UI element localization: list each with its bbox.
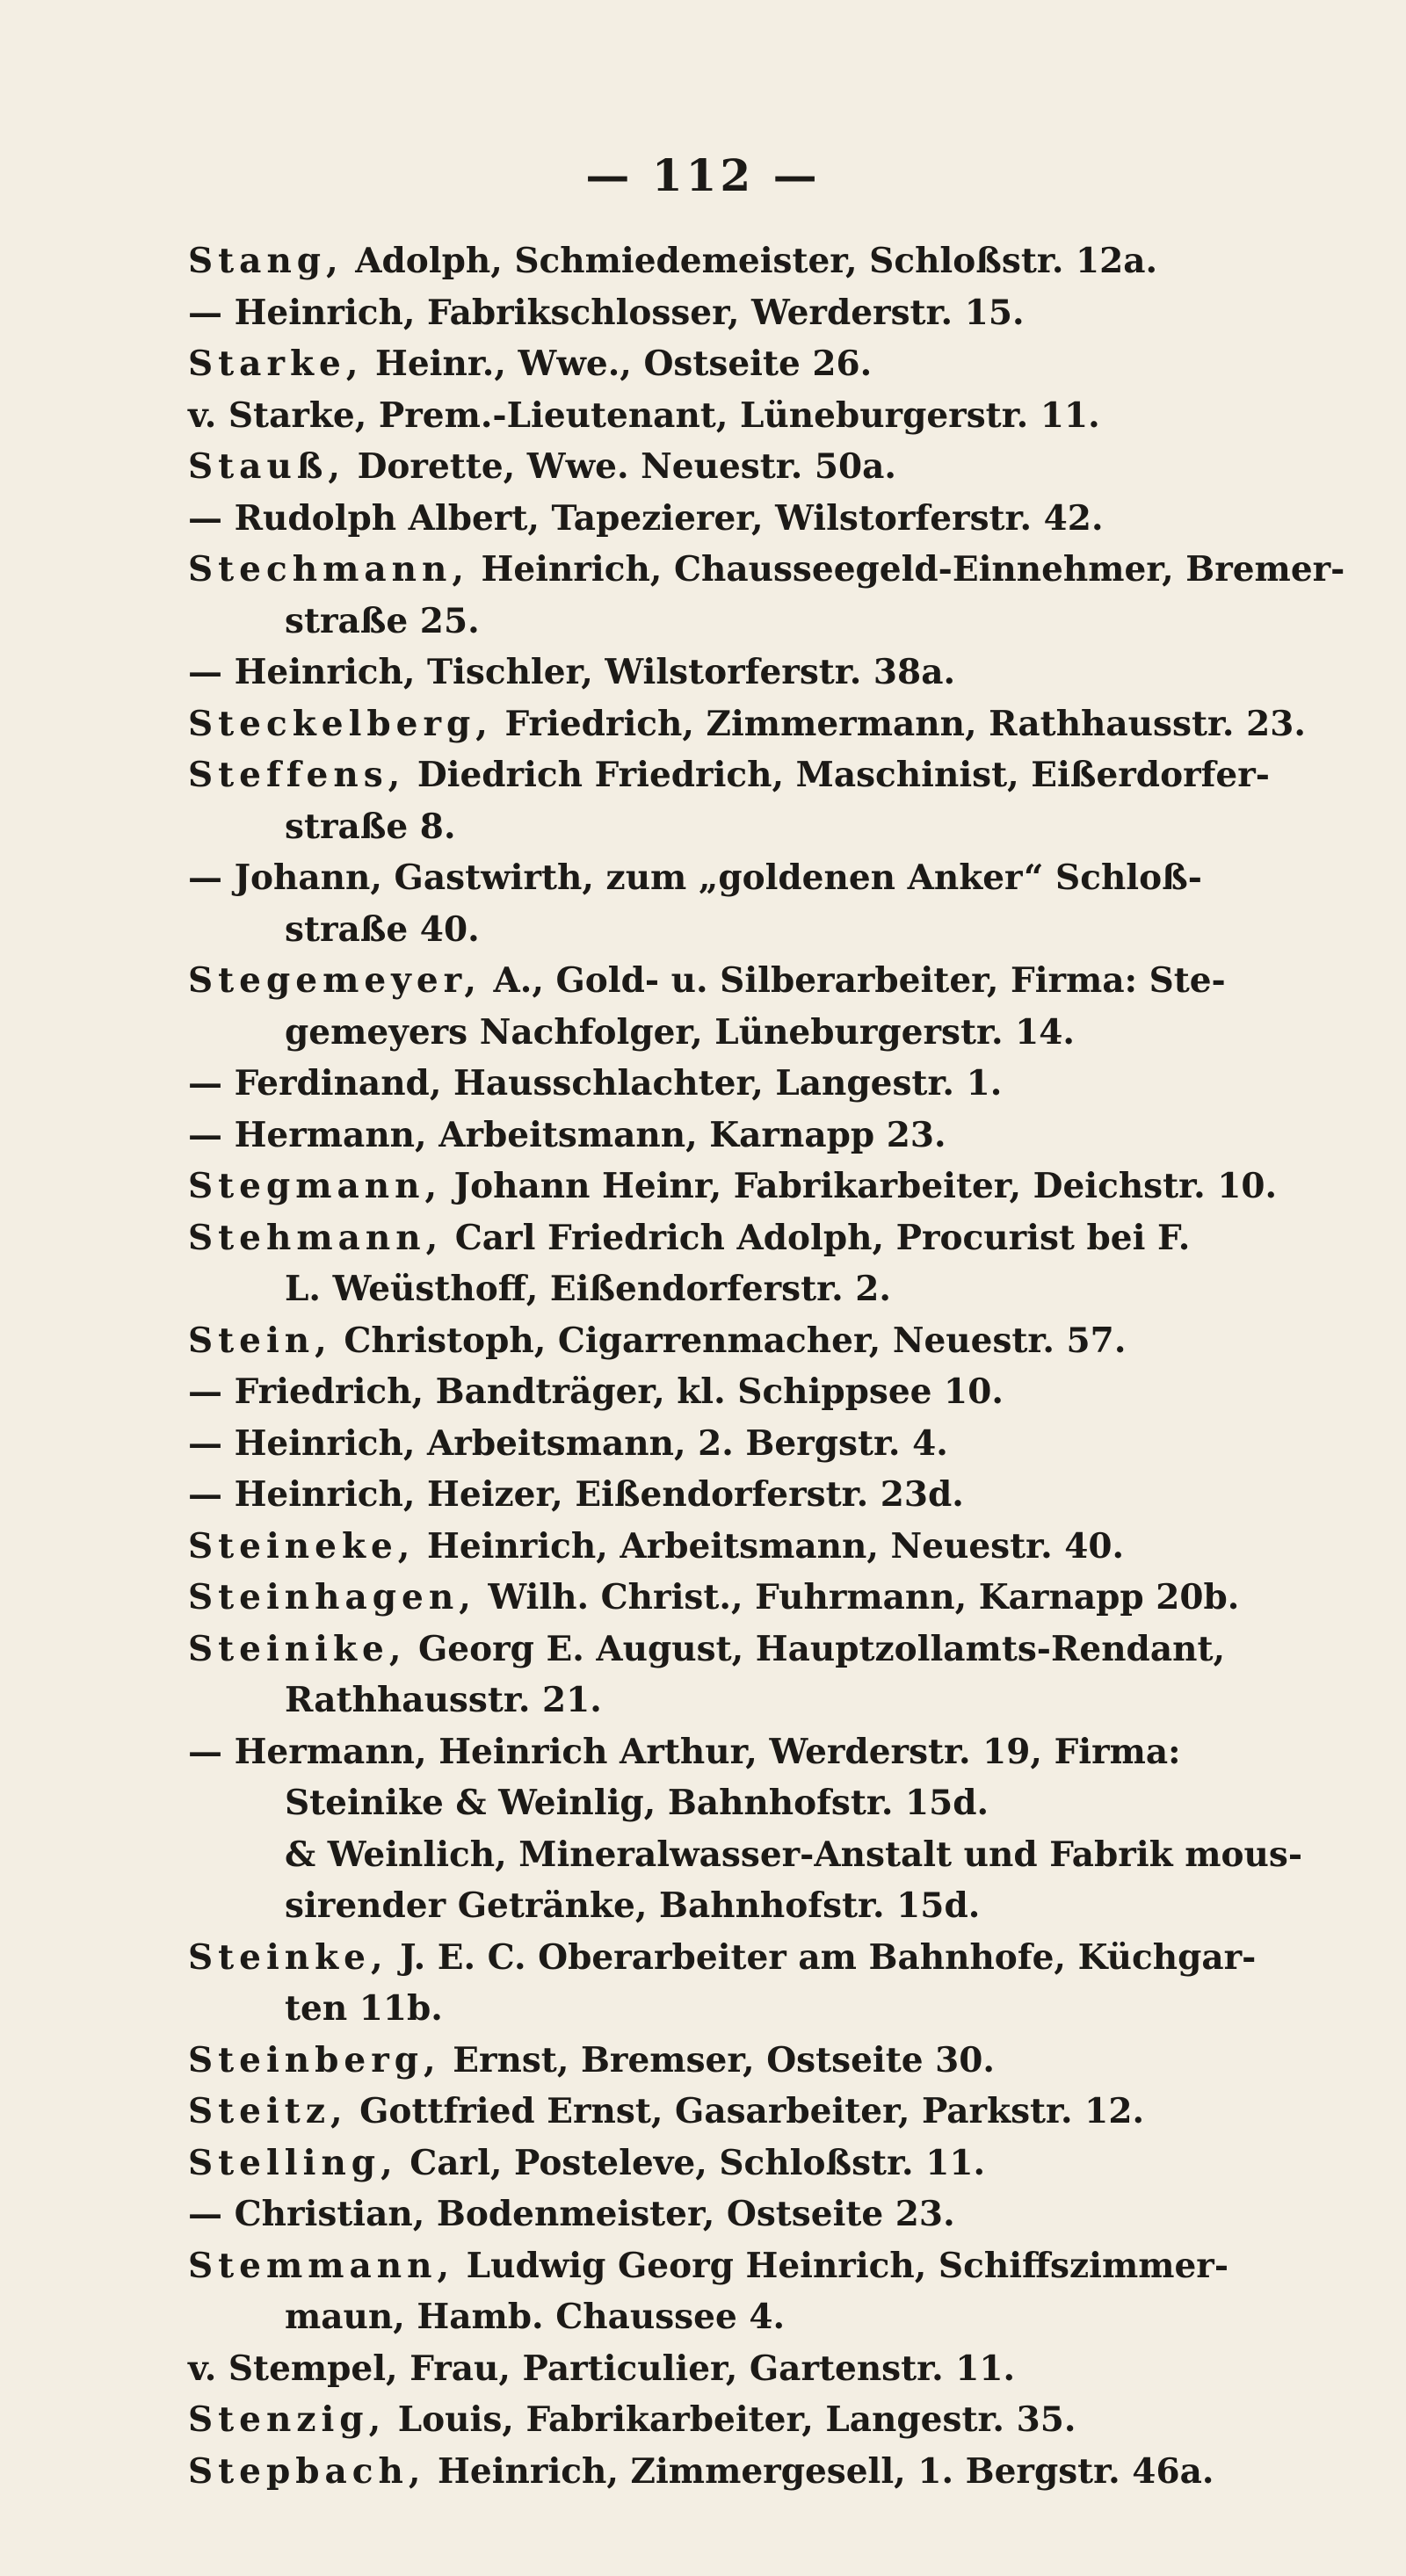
entry-details: Christoph, Cigarrenmacher, Neuestr. 57. xyxy=(331,1320,1127,1361)
entry-details: Adolph, Schmiedemeister, Schloßstr. 12a. xyxy=(343,241,1158,281)
entry-details: — Friedrich, Bandträger, kl. Schippsee 10. xyxy=(188,1371,1004,1412)
entry-details: L. Weüsthoff, Eißendorferstr. 2. xyxy=(285,1269,891,1309)
entry-details: Gottfried Ernst, Gasarbeiter, Parkstr. 12. xyxy=(347,2091,1145,2131)
entry-surname: Stelling, xyxy=(188,2142,398,2183)
directory-line xyxy=(188,1521,1322,1573)
entry-details: — Hermann, Heinrich Arthur, Werderstr. 19, Firma: xyxy=(188,1731,1181,1772)
directory-line xyxy=(188,1829,1322,1881)
directory-line xyxy=(188,2086,1322,2138)
entry-surname: Stegemeyer, xyxy=(188,960,482,1001)
entry-details: straße 40. xyxy=(285,908,480,950)
entry-surname: Stehmann, xyxy=(188,1217,444,1258)
entry-details: ten 11b. xyxy=(285,1988,443,2029)
directory-entries xyxy=(188,235,1345,2497)
entry-details: Heinr., Wwe., Ostseite 26. xyxy=(363,344,873,384)
entry-details: J. E. C. Oberarbeiter am Bahnhofe, Küchgar- xyxy=(388,1936,1257,1978)
entry-details: — Johann, Gastwirth, zum „goldenen Anker“ Schloß- xyxy=(188,857,1202,898)
directory-line xyxy=(188,749,1322,801)
directory-line xyxy=(188,1469,1322,1521)
entry-details: Carl, Posteleve, Schloßstr. 11. xyxy=(397,2142,986,2183)
directory-line xyxy=(188,1418,1322,1470)
directory-line xyxy=(188,1572,1322,1624)
entry-details: Carl Friedrich Adolph, Procurist bei F. xyxy=(443,1217,1191,1258)
directory-line xyxy=(188,1366,1322,1418)
directory-line xyxy=(188,1161,1322,1212)
directory-line xyxy=(188,698,1322,750)
directory-line xyxy=(188,2291,1322,2343)
entry-details: Heinrich, Zimmergesell, 1. Bergstr. 46a. xyxy=(425,2450,1214,2492)
directory-line xyxy=(188,1212,1322,1264)
directory-line xyxy=(188,2394,1322,2446)
directory-line xyxy=(188,2035,1322,2087)
entry-details: & Weinlich, Mineralwasser-Anstalt und Fabrik mous- xyxy=(285,1834,1303,1875)
entry-surname: Steffens, xyxy=(188,755,406,795)
directory-line xyxy=(188,1263,1322,1315)
entry-surname: Steckelberg, xyxy=(188,703,493,744)
directory-line xyxy=(188,801,1322,853)
entry-details: Dorette, Wwe. Neuestr. 50a. xyxy=(345,446,896,487)
directory-line xyxy=(188,1675,1322,1726)
directory-line xyxy=(188,390,1322,442)
entry-details: Wilh. Christ., Fuhrmann, Karnapp 20b. xyxy=(475,1577,1240,1617)
entry-details: gemeyers Nachfolger, Lüneburgerstr. 14. xyxy=(285,1011,1075,1053)
entry-details: Friedrich, Zimmermann, Rathhausstr. 23. xyxy=(492,703,1306,744)
directory-line xyxy=(188,544,1345,596)
directory-line xyxy=(188,1726,1322,1778)
directory-line xyxy=(188,493,1322,545)
entry-details: Georg E. August, Hauptzollamts-Rendant, xyxy=(406,1628,1226,1669)
entry-details: Heinrich, Arbeitsmann, Neuestr. 40. xyxy=(415,1525,1125,1567)
entry-details: straße 25. xyxy=(285,600,480,641)
entry-surname: Steinhagen, xyxy=(188,1577,476,1617)
entry-details: Diedrich Friedrich, Maschinist, Eißerdorfer- xyxy=(405,755,1270,795)
entry-details: — Christian, Bodenmeister, Ostseite 23. xyxy=(188,2194,955,2234)
entry-details: Johann Heinr, Fabrikarbeiter, Deichstr. 10. xyxy=(442,1166,1278,1206)
page-number: — 112 — xyxy=(585,149,821,201)
entry-details: — Heinrich, Fabrikschlosser, Werderstr. 15. xyxy=(188,292,1025,333)
entry-surname: Starke, xyxy=(188,344,364,384)
entry-details: Ludwig Georg Heinrich, Schiffszimmer- xyxy=(454,2245,1229,2286)
directory-line xyxy=(188,1315,1322,1367)
entry-details: Louis, Fabrikarbeiter, Langestr. 35. xyxy=(386,2399,1076,2440)
entry-surname: Stauß, xyxy=(188,446,346,487)
directory-line xyxy=(188,1624,1322,1675)
entry-details: straße 8. xyxy=(285,806,456,847)
directory-line xyxy=(188,904,1322,956)
entry-surname: Stegmann, xyxy=(188,1166,443,1206)
entry-details: Steinike & Weinlig, Bahnhofstr. 15d. xyxy=(285,1783,989,1823)
entry-surname: Stang, xyxy=(188,241,344,281)
directory-line xyxy=(188,2343,1322,2395)
entry-surname: Steinberg, xyxy=(188,2039,441,2080)
entry-surname: Steinke, xyxy=(188,1936,388,1978)
entry-details: — Rudolph Albert, Tapezierer, Wilstorferstr. 42. xyxy=(188,497,1104,539)
directory-line xyxy=(188,441,1322,493)
entry-details: Rathhausstr. 21. xyxy=(285,1680,602,1720)
directory-line xyxy=(188,235,1322,287)
directory-line xyxy=(188,1983,1322,2035)
directory-line xyxy=(188,2240,1322,2292)
entry-details: A., Gold- u. Silberarbeiter, Firma: Ste- xyxy=(481,960,1226,1001)
directory-line xyxy=(188,1110,1322,1161)
entry-details: maun, Hamb. Chaussee 4. xyxy=(285,2297,786,2337)
directory-line xyxy=(188,2138,1322,2189)
entry-details: v. Stempel, Frau, Particulier, Gartenstr. 11. xyxy=(188,2348,1016,2389)
directory-line xyxy=(188,1777,1322,1829)
directory-line xyxy=(188,1007,1322,1059)
entry-surname: Stenzig, xyxy=(188,2399,387,2440)
entry-surname: Stepbach, xyxy=(188,2450,426,2492)
directory-line xyxy=(188,955,1322,1007)
entry-surname: Stechmann, xyxy=(188,549,469,590)
directory-line xyxy=(188,647,1322,698)
entry-details: — Hermann, Arbeitsmann, Karnapp 23. xyxy=(188,1114,946,1155)
entry-surname: Steineke, xyxy=(188,1525,416,1567)
entry-details: sirender Getränke, Bahnhofstr. 15d. xyxy=(285,1885,981,1926)
directory-line xyxy=(188,852,1322,904)
entry-details: — Heinrich, Tischler, Wilstorferstr. 38a. xyxy=(188,652,956,692)
directory-line xyxy=(188,287,1322,339)
entry-details: — Ferdinand, Hausschlachter, Langestr. 1. xyxy=(188,1063,1003,1103)
entry-surname: Stein, xyxy=(188,1320,332,1361)
entry-details: v. Starke, Prem.-Lieutenant, Lüneburgerstr. 11. xyxy=(188,394,1100,436)
entry-details: Ernst, Bremser, Ostseite 30. xyxy=(440,2039,995,2080)
directory-line xyxy=(188,2446,1322,2498)
directory-line xyxy=(188,1058,1322,1110)
directory-line xyxy=(188,1880,1322,1932)
directory-line xyxy=(188,596,1322,648)
entry-surname: Stemmann, xyxy=(188,2245,455,2286)
entry-details: Heinrich, Chausseegeld-Einnehmer, Bremer- xyxy=(468,549,1345,590)
directory-line xyxy=(188,338,1322,390)
entry-details: — Heinrich, Arbeitsmann, 2. Bergstr. 4. xyxy=(188,1422,948,1464)
directory-line xyxy=(188,1932,1322,1984)
entry-surname: Steinike, xyxy=(188,1628,407,1669)
entry-surname: Steitz, xyxy=(188,2091,348,2131)
entry-details: — Heinrich, Heizer, Eißendorferstr. 23d. xyxy=(188,1474,964,1515)
directory-line xyxy=(188,2189,1322,2240)
